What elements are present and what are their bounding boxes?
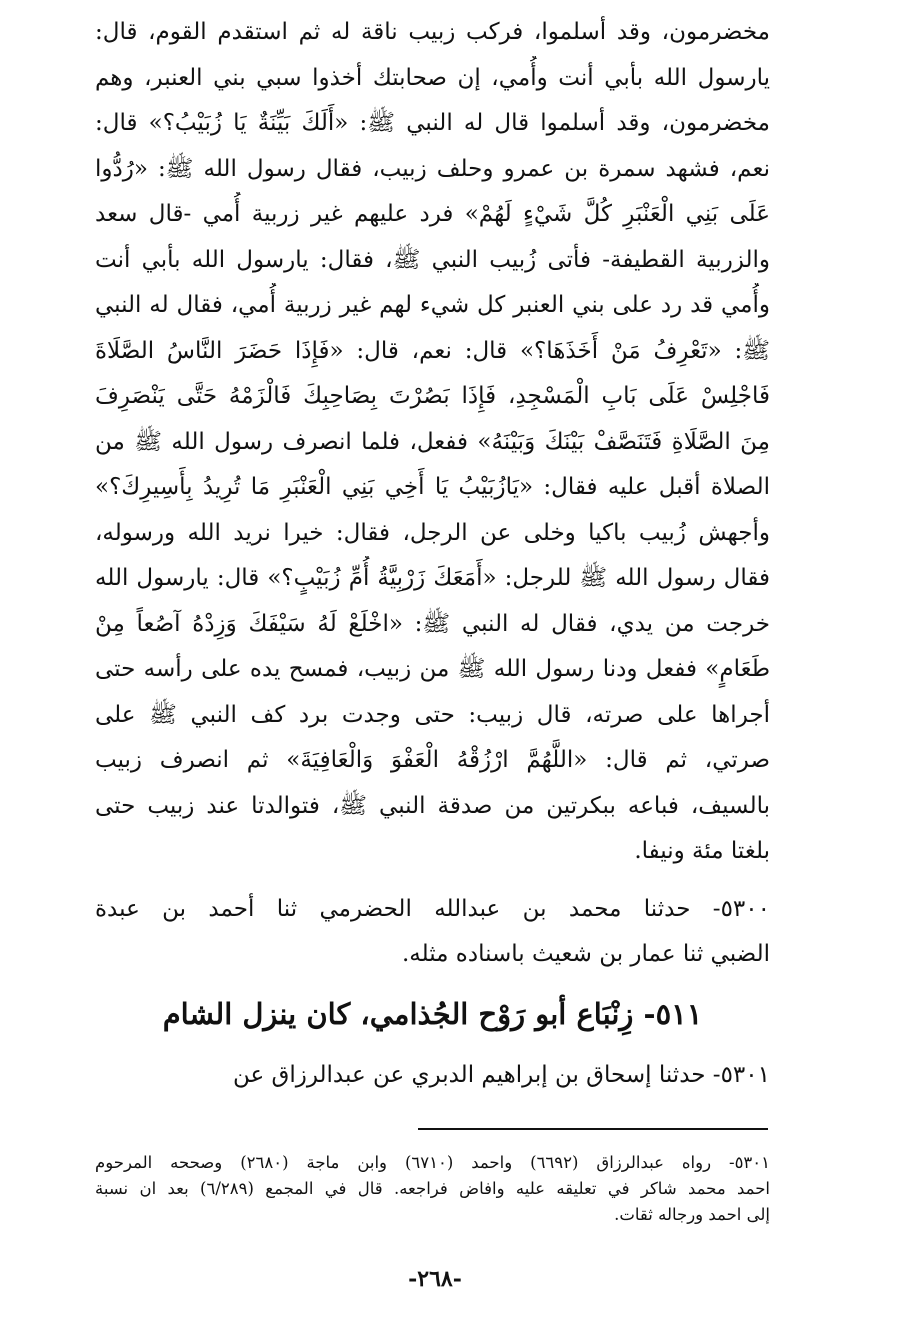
text-line: نعم، فشهد سمرة بن عمرو وحلف زبيب، فقال رسول الله ﷺ: «رُدُّوا xyxy=(95,155,770,182)
text-line: مخضرمون، وقد أسلموا قال له النبي ﷺ: «أَلَكَ بَيِّنَةٌ يَا زُبَيْبُ؟» قال: xyxy=(95,110,770,136)
hadith-5300-line: الضبي ثنا عمار بن شعيث باسناده مثله. xyxy=(401,940,770,967)
text-line: عَلَى بَنِي الْعَنْبَرِ كُلَّ شَيْءٍ لَهُمْ» فرد عليهم غير زربية أُمي -قال سعد xyxy=(95,201,770,227)
text-line: بالسيف، فباعه ببكرتين من صدقة النبي ﷺ، فتوالدتا عند زبيب حتى xyxy=(95,792,770,819)
text-line: مِنَ الصَّلَاةِ فَتَنَصَّفْ بَيْنَكَ وَبَيْنَهُ» ففعل، فلما انصرف رسول الله ﷺ من xyxy=(95,428,770,455)
text-line: طَعَامٍ» ففعل ودنا رسول الله ﷺ من زبيب، فمسح يده على رأسه حتى xyxy=(95,656,770,682)
footnote-line: إلى احمد ورجاله ثقات. xyxy=(614,1205,770,1224)
text-line: ﷺ: «تَعْرِفُ مَنْ أَخَذَهَا؟» قال: نعم، قال: «فَإِذَا حَضَرَ النَّاسُ الصَّلَاةَ xyxy=(95,337,770,364)
hadith-5300-line: ٥٣٠٠- حدثنا محمد بن عبدالله الحضرمي ثنا أحمد بن عبدة xyxy=(95,895,770,922)
page-number: -٢٦٨- xyxy=(408,1266,462,1292)
section-heading: ٥١١- زِنْبَاع أبو رَوْح الجُذامي، كان ينزل الشام xyxy=(162,996,703,1031)
text-line: والزربية القطيفة- فأتى زُبيب النبي ﷺ، فقال: يارسول الله بأبي أنت xyxy=(95,246,770,273)
footnote-line: ٥٣٠١- رواه عبدالرزاق (٦٦٩٢) واحمد (٦٧١٠) وابن ماجة (٢٦٨٠) وصححه المرحوم xyxy=(95,1153,770,1172)
text-line: الصلاة أقبل عليه فقال: «يَازُبَيْبُ يَا أَخِي بَنِي الْعَنْبَرِ مَا تُرِيدُ بِأَسِيرِكَ؟» xyxy=(95,474,770,500)
text-line: وأُمي قد رد على بني العنبر كل شيء لهم غير زربية أُمي، فقال له النبي xyxy=(95,292,770,318)
text-line: وأجهش زُبيب باكيا وخلى عن الرجل، فقال: خيرا نريد الله ورسوله، xyxy=(95,519,770,546)
text-line: يارسول الله بأبي أنت وأُمي، إن صحابتك أخذوا سبي بني العنبر، وهم xyxy=(95,64,770,91)
main-text-block xyxy=(95,10,770,1098)
text-line: أجراها على صرته، قال زبيب: حتى وجدت برد كف النبي ﷺ على xyxy=(95,701,770,728)
text-line: مخضرمون، وقد أسلموا، فركب زبيب ناقة له ثم استقدم القوم، قال: xyxy=(95,19,770,45)
footnotes-block xyxy=(95,1150,770,1228)
text-line: فَاجْلِسْ عَلَى بَابِ الْمَسْجِدِ، فَإِذَا بَصُرْتَ بِصَاحِبِكَ فَالْزَمْهُ حَتَّى يَنْصَرِفَ xyxy=(95,383,770,409)
text-line: صرتي، ثم قال: «اللَّهُمَّ ارْزُقْهُ الْعَفْوَ وَالْعَافِيَةَ» ثم انصرف زبيب xyxy=(95,747,770,773)
text-line: فقال رسول الله ﷺ للرجل: «أَمَعَكَ زَرْبِيَّةُ أُمِّ زُبَيْبٍ؟» قال: يارسول الله xyxy=(95,565,770,591)
footnote-line: احمد محمد شاكر في تعليقه عليه وافاض فراجعه. قال في المجمع (٦/٢٨٩) بعد ان نسبة xyxy=(95,1179,770,1198)
footnote-divider xyxy=(418,1128,768,1130)
hadith-5301-line: ٥٣٠١- حدثنا إسحاق بن إبراهيم الدبري عن عبدالرزاق عن xyxy=(232,1061,770,1088)
text-line: خرجت من يدي، فقال له النبي ﷺ: «اخْلَعْ لَهُ سَيْفَكَ وَزِدْهُ آصُعاً مِنْ xyxy=(95,610,770,637)
text-line: بلغتا مئة ونيفا. xyxy=(634,838,770,864)
